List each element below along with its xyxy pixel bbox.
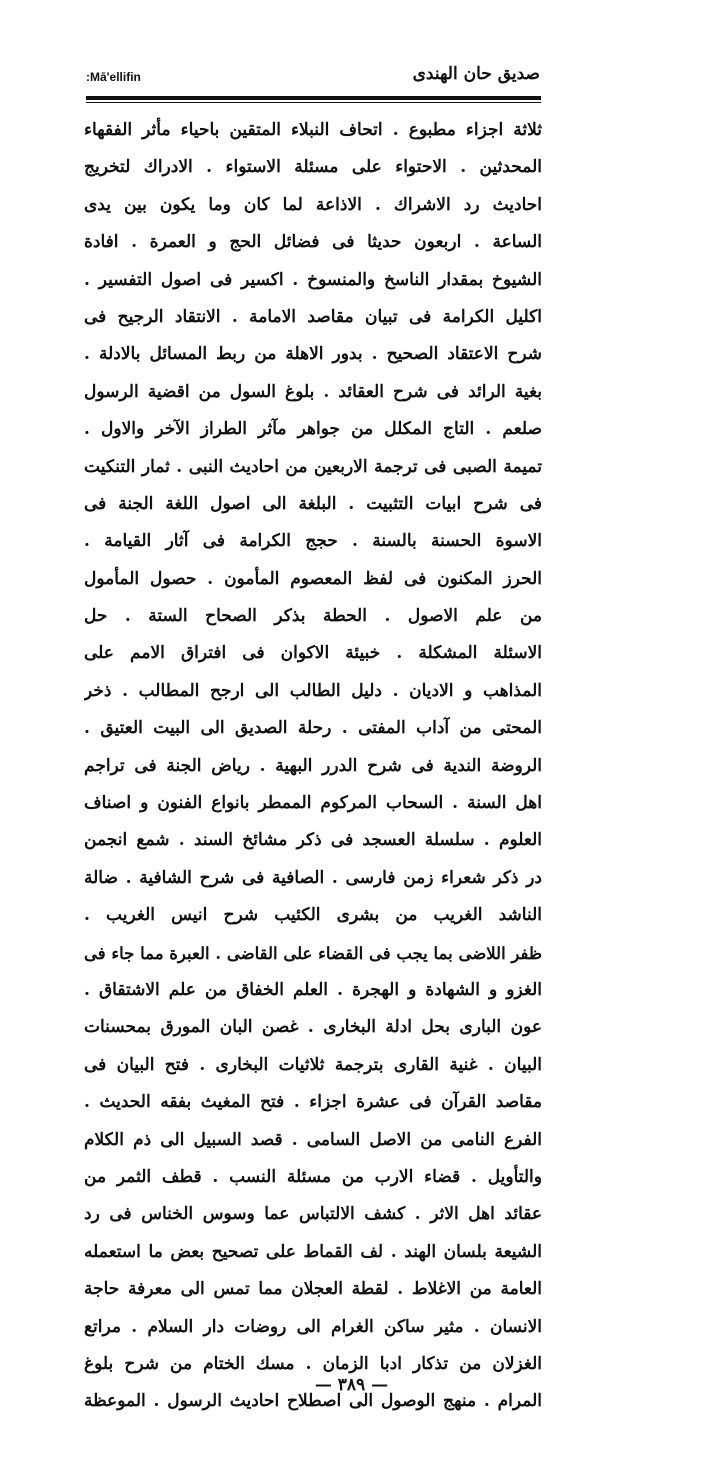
text-line: الفرع النامى من الاصل السامى . قصد السبيل الى ذم الكلام (84, 1129, 542, 1150)
text-line: عقائد اهل الاثر . كشف الالتباس عما وسوس الخناس فى رد (84, 1204, 542, 1225)
text-line: الغزو و الشهادة و الهجرة . العلم الخفاق من علم الاشتقاق . (84, 979, 542, 1000)
text-line: الاسوة الحسنة بالسنة . حجج الكرامة فى آثار القيامة . (84, 531, 542, 552)
text-line: شرح الاعتقاد الصحيح . بدور الاهلة من ربط المسائل بالادلة . (84, 344, 542, 365)
text-line: فى شرح ابيات التثبيت . البلغة الى اصول اللغة الجنة فى (84, 493, 542, 514)
text-line: العلوم . سلسلة العسجد فى ذكر مشائخ السند . شمع انجمن (84, 830, 542, 851)
text-line: الشيوخ بمقدار الناسخ والمنسوخ . اكسير فى اصول التفسير . (84, 269, 542, 290)
text-line: الحرز المكنون فى لفظ المعصوم المأمون . حصول المأمول (84, 568, 542, 589)
text-line: الناشد الغريب من بشرى الكئيب شرح انيس الغريب . (84, 905, 542, 926)
text-line: الشيعة بلسان الهند . لف القماط على تصحيح بعض ما استعمله (84, 1241, 542, 1262)
text-line: الروضة الندية فى شرح الدرر البهية . رياض الجنة فى تراجم (84, 755, 542, 776)
text-line: صلعم . التاج المكلل من جواهر مآثر الطراز الآخر والاول . (84, 419, 542, 440)
text-line: در ذكر شعراء زمن فارسى . الصافية فى شرح الشافية . ضالة (84, 867, 542, 888)
header-title: صديق حان الهندى (412, 64, 540, 84)
text-line: العامة من الاغلاط . لقطة العجلان مما تمس الى معرفة حاجة (84, 1279, 542, 1300)
text-line: الانسان . مثير ساكن الغرام الى روضات دار السلام . مراتع (84, 1316, 542, 1337)
text-line: تميمة الصبى فى ترجمة الاربعين من احاديث النبى . ثمار التنكيت (84, 456, 542, 477)
text-line: اكليل الكرامة فى تبيان مقاصد الامامة . الانتقاد الرجيح فى (84, 306, 542, 327)
text-line: ظفر اللاضى بما يجب فى القضاء على القاضى . العبرة مما جاء فى (84, 943, 542, 963)
text-line: المحدثين . الاحتواء على مسئلة الاستواء . الادراك لتخريج (84, 157, 542, 178)
header-left-mark: :Mā'ellifin (86, 70, 141, 84)
text-line: عون البارى بحل ادلة البخارى . غصن البان المورق بمحسنات (84, 1017, 542, 1038)
text-line: المذاهب و الاديان . دليل الطالب الى ارجح المطالب . ذخر (84, 680, 542, 701)
text-line: مقاصد القرآن فى عشرة اجزاء . فتح المغيث بفقه الحديث . (84, 1092, 542, 1113)
text-line: الغزلان من تذكار ادبا الزمان . مسك الختام من شرح بلوغ (84, 1353, 542, 1374)
body-text (84, 112, 542, 1421)
text-line: البيان . غنية القارى بترجمة ثلاثيات البخارى . فتح البيان فى (84, 1054, 542, 1075)
running-header (86, 62, 542, 92)
header-rule-thick (86, 96, 541, 100)
page-number: — ٣٨٩ — (314, 1375, 389, 1395)
text-line: المحتى من آداب المفتى . رحلة الصديق الى البيت العتيق . (84, 718, 542, 739)
text-line: احاديث رد الاشراك . الاذاعة لما كان وما يكون بين يدى (84, 194, 542, 215)
text-line: الاسئلة المشكلة . خبيئة الاكوان فى افتراق الامم على (84, 643, 542, 664)
text-line: اهل السنة . السحاب المركوم الممطر بانواع الفنون و اصناف (84, 793, 542, 814)
header-rule-thin (86, 102, 541, 103)
text-line: من علم الاصول . الحطة بذكر الصحاح الستة . حل (84, 606, 542, 627)
text-line: المرام . منهج الوصول الى اصطلاح احاديث الرسول . الموعظة (84, 1391, 542, 1412)
text-line: والتأويل . قضاء الارب من مسئلة النسب . قطف الثمر من (84, 1166, 542, 1187)
text-line: ثلاثة اجزاء مطبوع . اتحاف النبلاء المتقين باحياء مأثر الفقهاء (84, 120, 542, 140)
text-line: الساعة . اربعون حديثا فى فضائل الحج و العمرة . افادة (84, 232, 542, 253)
text-line: بغية الرائد فى شرح العقائد . بلوغ السول من اقضية الرسول (84, 381, 542, 402)
